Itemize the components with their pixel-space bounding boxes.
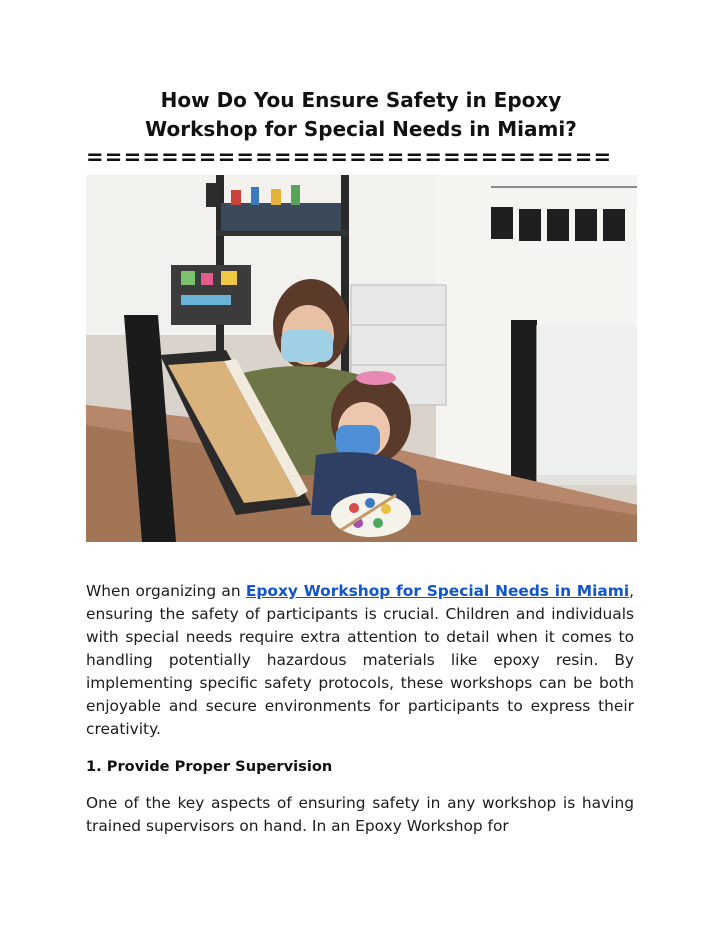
title-line-1: How Do You Ensure Safety in Epoxy bbox=[160, 88, 562, 112]
intro-text-end: , ensuring the safety of participants is crucial. Children and individuals with special needs require extra attention to detail when it comes to handling potentially hazardous materials like epoxy resin. By implementing specific safety protocols, these workshops can be both enjoyable and secure environments for participants to express their creativity. bbox=[86, 582, 634, 738]
intro-text-start: When organizing an bbox=[86, 582, 246, 600]
title-line-2: Workshop for Special Needs in Miami? bbox=[145, 117, 577, 141]
section-heading-supervision: 1. Provide Proper Supervision bbox=[86, 758, 333, 775]
page-title bbox=[86, 86, 636, 144]
section-paragraph-supervision: One of the key aspects of ensuring safety in any workshop is having trained supervisors on hand. In an Epoxy Workshop for bbox=[86, 794, 634, 835]
photo-icon bbox=[86, 175, 637, 542]
epoxy-workshop-link[interactable]: Epoxy Workshop for Special Needs in Miami bbox=[245, 582, 630, 600]
title-separator: ============================ bbox=[86, 145, 613, 169]
intro-paragraph bbox=[86, 580, 634, 741]
workshop-photo bbox=[86, 175, 637, 542]
